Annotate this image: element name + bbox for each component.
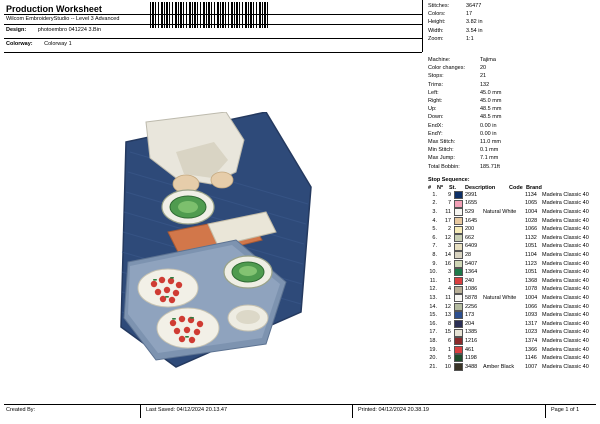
col-index: #: [428, 184, 432, 191]
header-stat-row: [428, 2, 596, 10]
table-row: [428, 337, 596, 346]
machine-info-label: Up:: [428, 106, 437, 113]
table-row: [428, 260, 596, 269]
row-index: 5.: [432, 226, 437, 233]
row-code: 1066: [525, 226, 538, 233]
row-code: 1123: [525, 260, 537, 267]
header-stat-value: 1:1: [466, 35, 474, 42]
table-row: [428, 294, 596, 303]
row-stitches: 1198: [465, 355, 477, 362]
row-code: 1065: [525, 200, 538, 207]
footer-divider-v2: [352, 404, 353, 418]
row-code: 1051: [525, 243, 538, 250]
machine-info-list: [428, 56, 596, 171]
machine-info-value: 132: [480, 81, 490, 88]
color-swatch: [454, 320, 463, 328]
row-needle: 7: [447, 200, 451, 207]
machine-info-row: [428, 81, 596, 89]
row-stitches: 1364: [465, 269, 478, 276]
row-stitches: 1645: [465, 217, 478, 224]
machine-info-value: Tajima: [480, 57, 496, 63]
machine-info-value: 0.00 in: [480, 122, 497, 129]
row-brand: Madeira Classic 40: [542, 217, 589, 224]
row-code: 1066: [525, 303, 538, 310]
table-row: [428, 191, 596, 200]
machine-info-label: Total Bobbin:: [428, 163, 460, 170]
machine-info-value: 7.1 mm: [480, 155, 499, 162]
row-needle: 3: [447, 269, 451, 276]
row-needle: 3: [447, 243, 451, 250]
machine-info-row: [428, 122, 596, 130]
col-brand: Brand: [526, 184, 542, 191]
row-index: 12.: [429, 286, 437, 293]
row-code: 1317: [525, 320, 538, 327]
col-needle: Nº: [437, 184, 443, 191]
row-index: 15.: [429, 312, 437, 319]
color-swatch: [454, 251, 463, 259]
col-code: Code: [509, 184, 523, 191]
row-stitches: 200: [465, 226, 475, 233]
table-row: [428, 285, 596, 294]
color-swatch: [454, 294, 463, 302]
row-index: 3.: [432, 209, 437, 216]
footer-last-saved: Last Saved: 04/12/2024 20.13.47: [146, 407, 228, 413]
color-swatch: [454, 354, 463, 362]
machine-info-row: [428, 154, 596, 162]
header-stat-label: Zoom:: [428, 35, 444, 42]
row-stitches: 461: [465, 346, 475, 353]
table-row: [428, 217, 596, 226]
row-code: 1093: [525, 312, 538, 319]
color-swatch: [454, 217, 463, 225]
row-index: 7.: [432, 243, 437, 250]
machine-info-value: 48.5 mm: [480, 114, 502, 121]
row-needle: 12: [444, 303, 451, 310]
row-stitches: 662: [465, 234, 475, 241]
row-brand: Madeira Classic 40: [542, 234, 589, 241]
row-needle: 16: [444, 260, 451, 267]
design-field: [6, 27, 101, 33]
row-code: 1078: [525, 286, 538, 293]
row-needle: 4: [447, 286, 451, 293]
row-needle: 5: [447, 355, 451, 362]
color-swatch: [454, 268, 463, 276]
footer-printed: Printed: 04/12/2024 20.38.19: [358, 407, 429, 413]
row-brand: Madeira Classic 40: [542, 252, 589, 258]
row-code: 1028: [525, 217, 538, 224]
row-stitches: 1385: [465, 329, 478, 336]
row-code: 1368: [525, 277, 538, 284]
row-needle: 1: [447, 346, 451, 353]
machine-info-label: Right:: [428, 98, 443, 105]
row-description: Amber Black: [483, 363, 515, 370]
row-stitches: 2991: [465, 191, 478, 198]
row-stitches: 6409: [465, 243, 478, 250]
header-stats: [428, 2, 596, 43]
machine-info-value: 0.1 mm: [480, 147, 499, 154]
row-index: 8.: [432, 252, 437, 258]
machine-info-row: [428, 89, 596, 97]
table-row: [428, 363, 596, 372]
row-code: 1004: [525, 209, 538, 216]
row-brand: Madeira Classic 40: [542, 260, 589, 267]
stop-sequence-rows: [428, 191, 596, 371]
row-stitches: 28: [465, 252, 472, 258]
row-description: Natural White: [483, 209, 517, 216]
machine-info-value: 11.0 mm: [480, 139, 501, 146]
embroidery-design-preview: [116, 112, 316, 377]
table-row: [428, 234, 596, 243]
machine-info-value: 21: [480, 73, 487, 80]
color-swatch: [454, 277, 463, 285]
table-row: [428, 199, 596, 208]
colorway-label: Colorway:: [6, 41, 33, 47]
footer-divider: [4, 404, 596, 405]
footer-created-by: Created By:: [6, 407, 36, 413]
header-divider-4: [4, 52, 422, 53]
row-index: 11.: [429, 277, 437, 284]
row-code: 1132: [525, 234, 537, 241]
color-swatch: [454, 286, 463, 294]
row-brand: Madeira Classic 40: [542, 269, 589, 276]
row-index: 2.: [432, 200, 437, 207]
machine-info-label: EndY:: [428, 130, 443, 137]
row-needle: 11: [445, 294, 451, 301]
header-stat-label: Stitches:: [428, 3, 450, 9]
row-needle: 12: [444, 234, 451, 241]
row-index: 14.: [429, 303, 437, 310]
row-brand: Madeira Classic 40: [542, 303, 589, 310]
row-brand: Madeira Classic 40: [542, 320, 589, 327]
machine-info-value: 45.0 mm: [480, 89, 502, 96]
row-brand: Madeira Classic 40: [542, 226, 589, 233]
row-brand: Madeira Classic 40: [542, 337, 589, 344]
footer-page-number: Page 1 of 1: [551, 407, 580, 413]
row-index: 13.: [429, 294, 437, 301]
header-divider-3: [4, 38, 422, 39]
table-row: [428, 225, 596, 234]
header-stat-row: [428, 18, 596, 26]
row-brand: Madeira Classic 40: [542, 355, 589, 362]
header-stat-label: Width:: [428, 27, 444, 34]
header-stat-row: [428, 35, 596, 43]
row-code: 1004: [525, 294, 538, 301]
color-swatch: [454, 303, 463, 311]
color-swatch: [454, 311, 463, 319]
row-index: 10.: [429, 269, 437, 276]
row-index: 17.: [429, 329, 437, 336]
header-stat-row: [428, 27, 596, 35]
table-row: [428, 268, 596, 277]
row-stitches: 240: [465, 277, 475, 284]
machine-info-label: Down:: [428, 114, 444, 121]
table-row: [428, 320, 596, 329]
row-code: 1134: [525, 191, 537, 198]
header-divider-1: [4, 14, 422, 15]
color-swatch: [454, 191, 463, 199]
row-index: 21.: [429, 363, 437, 370]
row-stitches: 1216: [465, 337, 478, 344]
row-stitches: 5407: [465, 260, 478, 267]
machine-info-value: 0.00 in: [480, 130, 497, 137]
machine-info-value: 45.0 mm: [480, 98, 502, 105]
row-code: 1366: [525, 346, 538, 353]
machine-info-row: [428, 105, 596, 113]
row-brand: Madeira Classic 40: [542, 329, 589, 336]
machine-info-row: [428, 64, 596, 72]
row-needle: 17: [444, 217, 451, 224]
header-stat-label: Height:: [428, 19, 446, 26]
table-row: [428, 242, 596, 251]
machine-info-label: Max Stitch:: [428, 139, 456, 146]
color-swatch: [454, 337, 463, 345]
row-index: 9.: [432, 260, 437, 267]
col-stitches: St.: [449, 184, 457, 191]
table-row: [428, 251, 596, 260]
colorway-field: [6, 41, 72, 47]
machine-info-label: Color changes:: [428, 65, 465, 72]
footer-divider-v1: [140, 404, 141, 418]
machine-info-row: [428, 146, 596, 154]
machine-info-label: Trims:: [428, 81, 444, 88]
row-index: 19.: [429, 346, 437, 353]
row-stitches: 173: [465, 312, 475, 319]
row-stitches: 1086: [465, 286, 478, 293]
table-row: [428, 303, 596, 312]
color-swatch: [454, 329, 463, 337]
machine-info-value: 20: [480, 65, 487, 72]
machine-info-label: Machine:: [428, 57, 451, 63]
row-stitches: 1655: [465, 200, 478, 207]
machine-info-label: Left:: [428, 89, 439, 96]
stop-sequence-title: Stop Sequence:: [428, 176, 470, 183]
header-stat-label: Colors:: [428, 11, 446, 18]
row-needle: 13: [444, 312, 451, 319]
row-brand: Madeira Classic 40: [542, 346, 589, 353]
machine-info-label: Max Jump:: [428, 155, 455, 162]
row-stitches: 3488: [465, 363, 478, 370]
row-brand: Madeira Classic 40: [542, 243, 589, 250]
design-label: Design:: [6, 27, 27, 33]
machine-info-row: [428, 130, 596, 138]
row-description: Natural White: [483, 294, 517, 301]
application-subtitle: Wilcom EmbroideryStudio -- Level 3 Advanced: [6, 16, 120, 22]
row-index: 1.: [432, 191, 437, 198]
row-stitches: 5878: [465, 294, 478, 301]
col-description: Description: [465, 184, 496, 191]
table-row: [428, 354, 596, 363]
color-swatch: [454, 363, 463, 371]
machine-info-label: EndX:: [428, 122, 443, 129]
row-index: 4.: [432, 217, 437, 224]
row-needle: 14: [444, 252, 451, 258]
row-needle: 11: [445, 209, 451, 216]
table-row: [428, 208, 596, 217]
header-stat-value: 3.82 in: [466, 19, 483, 26]
design-value: photoembro 041224 3.Bin: [37, 27, 102, 33]
row-needle: 2: [447, 226, 451, 233]
machine-info-label: Min Stitch:: [428, 147, 454, 154]
header-stat-value: 17: [466, 11, 473, 18]
page-header: [0, 0, 600, 52]
machine-info-value: 185.71ft: [480, 163, 500, 170]
row-index: 18.: [429, 337, 437, 344]
table-row: [428, 328, 596, 337]
row-needle: 10: [444, 363, 451, 370]
row-needle: 1: [447, 277, 451, 284]
machine-info-label: Stops:: [428, 73, 444, 80]
machine-info-row: [428, 97, 596, 105]
colorway-value: Colorway 1: [44, 41, 72, 47]
row-brand: Madeira Classic 40: [542, 294, 589, 301]
row-code: 1374: [525, 337, 538, 344]
color-swatch: [454, 234, 463, 242]
color-swatch: [454, 346, 463, 354]
production-details-panel: [428, 56, 596, 371]
row-brand: Madeira Classic 40: [542, 286, 589, 293]
table-row: [428, 346, 596, 355]
row-brand: Madeira Classic 40: [542, 200, 589, 207]
header-stat-value: 3.54 in: [466, 27, 483, 34]
row-brand: Madeira Classic 40: [542, 209, 589, 216]
row-needle: 9: [447, 191, 451, 198]
color-swatch: [454, 260, 463, 268]
row-code: 1023: [525, 329, 538, 336]
row-code: 1104: [525, 252, 537, 258]
color-swatch: [454, 208, 463, 216]
footer-divider-v3: [545, 404, 546, 418]
table-row: [428, 311, 596, 320]
row-index: 16.: [429, 320, 437, 327]
row-brand: Madeira Classic 40: [542, 312, 589, 319]
row-code: 1146: [525, 355, 537, 362]
header-vertical-divider: [422, 0, 423, 52]
row-brand: Madeira Classic 40: [542, 277, 589, 284]
row-needle: 15: [444, 329, 451, 336]
row-code: 1051: [525, 269, 538, 276]
machine-info-row: [428, 138, 596, 146]
color-swatch: [454, 200, 463, 208]
machine-info-value: 48.5 mm: [480, 106, 502, 113]
machine-info-row: [428, 113, 596, 121]
page-title: Production Worksheet: [6, 4, 102, 14]
table-row: [428, 277, 596, 286]
header-divider-2: [4, 24, 422, 25]
row-index: 6.: [432, 234, 437, 241]
row-index: 20.: [429, 355, 437, 362]
row-code: 1007: [525, 363, 538, 370]
machine-info-row: [428, 163, 596, 171]
machine-info-row: [428, 72, 596, 80]
header-stat-value: 36477: [466, 3, 482, 9]
row-brand: Madeira Classic 40: [542, 363, 589, 370]
row-needle: 6: [447, 337, 451, 344]
row-stitches: 204: [465, 320, 475, 327]
color-swatch: [454, 243, 463, 251]
header-stat-row: [428, 10, 596, 18]
row-stitches: 2256: [465, 303, 478, 310]
color-swatch: [454, 226, 463, 234]
row-brand: Madeira Classic 40: [542, 191, 589, 198]
row-stitches: 529: [465, 209, 475, 216]
row-needle: 8: [447, 320, 451, 327]
machine-info-row: [428, 56, 596, 64]
